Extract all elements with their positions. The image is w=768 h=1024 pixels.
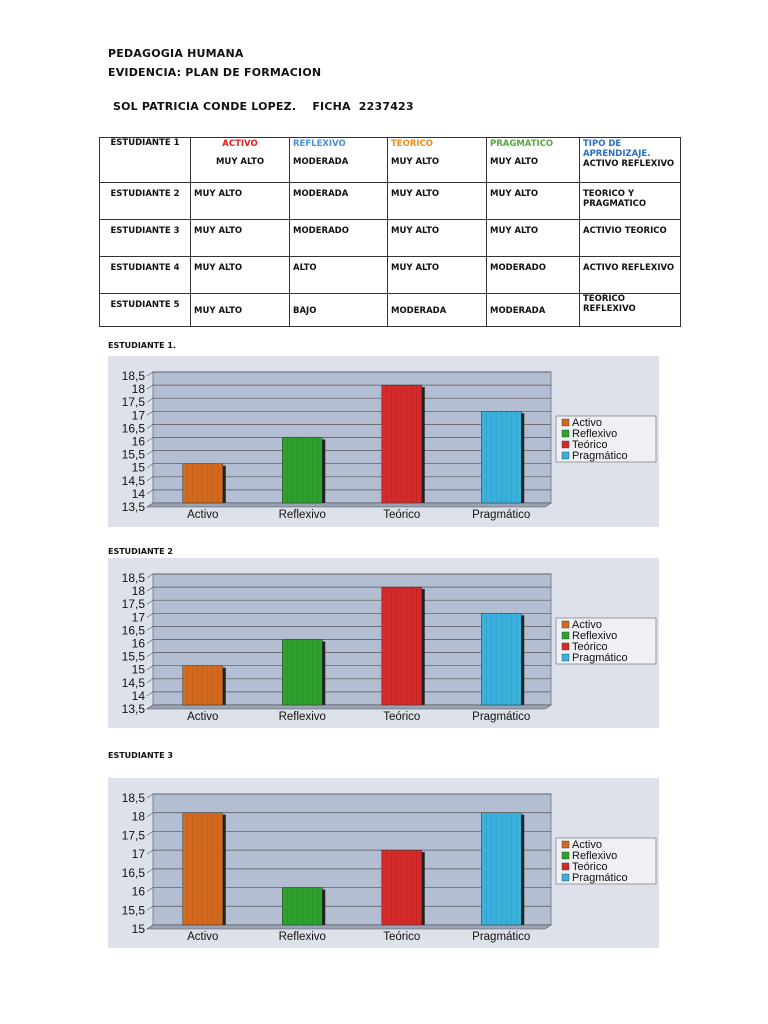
reflexivo-cell: MODERADO xyxy=(290,220,388,257)
y-tick-label: 17,5 xyxy=(121,395,145,410)
teorico-cell: TEORICO MUY ALTO xyxy=(388,138,487,183)
legend-swatch xyxy=(562,419,569,426)
activo-cell: MUY ALTO xyxy=(191,257,290,294)
legend-swatch xyxy=(562,643,569,650)
y-tick-label: 15,5 xyxy=(121,649,145,664)
author-line: SOL PATRICIA CONDE LOPEZ. FICHA 2237423 xyxy=(113,100,414,113)
teorico-cell: MUY ALTO xyxy=(388,183,487,220)
tipo-cell: TIPO DE APRENDIZAJE. ACTIVO REFLEXIVO xyxy=(580,138,681,183)
x-tick-label: Teórico xyxy=(383,509,421,521)
legend-label: Reflexivo xyxy=(572,630,618,642)
legend-swatch xyxy=(562,621,569,628)
legend-label: Pragmático xyxy=(572,450,628,462)
x-tick-label: Pragmático xyxy=(472,509,531,521)
reflexivo-cell: BAJO xyxy=(290,294,388,327)
plot-floor xyxy=(147,503,551,507)
bar-chart-1 xyxy=(108,356,659,527)
y-tick-label: 14 xyxy=(131,688,145,703)
legend-swatch xyxy=(562,654,569,661)
y-tick-label: 16 xyxy=(131,884,145,899)
y-tick-label: 18,5 xyxy=(121,369,145,383)
y-tick-label: 18,5 xyxy=(121,791,145,805)
pragmatico-cell: MUY ALTO xyxy=(487,183,580,220)
pragmatico-cell: MODERADO xyxy=(487,257,580,294)
legend-swatch xyxy=(562,852,569,859)
legend-label: Teórico xyxy=(572,439,608,451)
chart-label-2: ESTUDIANTE 2 xyxy=(108,547,173,556)
y-tick-label: 15,5 xyxy=(121,447,145,462)
y-tick-label: 17 xyxy=(131,408,145,423)
bar-chart-3 xyxy=(108,778,659,948)
x-tick-label: Reflexivo xyxy=(278,711,326,723)
x-tick-label: Pragmático xyxy=(472,711,531,723)
tipo-cell: ACTIVIO TEORICO xyxy=(580,220,681,257)
pragmatico-header: PRAGMATICO xyxy=(490,139,554,149)
y-tick-label: 13,5 xyxy=(121,702,145,716)
x-tick-label: Activo xyxy=(187,509,219,521)
x-tick-label: Reflexivo xyxy=(278,931,326,943)
table-row xyxy=(100,294,681,327)
legend-label: Reflexivo xyxy=(572,428,618,440)
legend-swatch xyxy=(562,441,569,448)
legend-swatch xyxy=(562,452,569,459)
reflexivo-cell: REFLEXIVO MODERADA xyxy=(290,138,388,183)
legend-label: Activo xyxy=(572,619,602,631)
evidence-title: EVIDENCIA: PLAN DE FORMACION xyxy=(108,66,322,79)
y-tick-label: 16 xyxy=(131,434,145,449)
activo-cell: MUY ALTO xyxy=(191,183,290,220)
y-tick-label: 16 xyxy=(131,636,145,651)
teorico-header: TEORICO xyxy=(391,139,434,149)
y-tick-label: 18 xyxy=(131,382,145,397)
activo-header: ACTIVO xyxy=(222,139,258,149)
reflexivo-cell: MODERADA xyxy=(290,183,388,220)
y-tick-label: 16,5 xyxy=(121,421,145,436)
y-tick-label: 15,5 xyxy=(121,903,145,918)
y-tick-label: 15 xyxy=(131,460,145,475)
pragmatico-cell: MODERADA xyxy=(487,294,580,327)
legend-swatch xyxy=(562,863,569,870)
activo-cell: MUY ALTO xyxy=(191,220,290,257)
student-cell: ESTUDIANTE 2 xyxy=(100,183,191,220)
x-tick-label: Reflexivo xyxy=(278,509,326,521)
legend-label: Activo xyxy=(572,417,602,429)
tipo-cell: TEORICO Y PRAGMATICO xyxy=(580,183,681,220)
table-row xyxy=(100,257,681,294)
x-tick-label: Activo xyxy=(187,931,219,943)
legend-label: Reflexivo xyxy=(572,850,618,862)
tipo-cell: ACTIVO REFLEXIVO xyxy=(580,257,681,294)
x-tick-label: Teórico xyxy=(383,931,421,943)
table-row xyxy=(100,183,681,220)
y-tick-label: 14,5 xyxy=(121,675,145,690)
student-cell: ESTUDIANTE 5 xyxy=(100,294,191,327)
pragmatico-cell: PRAGMATICO MUY ALTO xyxy=(487,138,580,183)
tipo-header: TIPO DE APRENDIZAJE. xyxy=(583,139,651,159)
bar-chart-2 xyxy=(108,558,659,728)
y-tick-label: 18,5 xyxy=(121,571,145,585)
legend-swatch xyxy=(562,841,569,848)
table-row xyxy=(100,138,681,183)
legend-label: Teórico xyxy=(572,641,608,653)
tipo-cell: TEORICO REFLEXIVO xyxy=(580,294,681,327)
activo-cell: MUY ALTO xyxy=(191,294,290,327)
x-tick-label: Activo xyxy=(187,711,219,723)
teorico-cell: MODERADA xyxy=(388,294,487,327)
document-title: PEDAGOGIA HUMANA xyxy=(108,47,244,60)
student-cell: ESTUDIANTE 1 xyxy=(100,138,191,183)
y-tick-label: 18 xyxy=(131,584,145,599)
legend-label: Pragmático xyxy=(572,872,628,884)
legend-label: Pragmático xyxy=(572,652,628,664)
y-tick-label: 15 xyxy=(131,662,145,677)
teorico-cell: MUY ALTO xyxy=(388,257,487,294)
x-tick-label: Teórico xyxy=(383,711,421,723)
y-tick-label: 15 xyxy=(131,922,145,936)
legend-label: Activo xyxy=(572,839,602,851)
chart-label-1: ESTUDIANTE 1. xyxy=(108,341,176,350)
student-cell: ESTUDIANTE 3 xyxy=(100,220,191,257)
legend-label: Teórico xyxy=(572,861,608,873)
y-tick-label: 17 xyxy=(131,847,145,862)
y-tick-label: 17,5 xyxy=(121,597,145,612)
y-tick-label: 18 xyxy=(131,809,145,824)
plot-floor xyxy=(147,705,551,709)
activo-cell: ACTIVO MUY ALTO xyxy=(191,138,290,183)
y-tick-label: 13,5 xyxy=(121,500,145,514)
y-tick-label: 16,5 xyxy=(121,623,145,638)
y-tick-label: 14 xyxy=(131,486,145,501)
y-tick-label: 16,5 xyxy=(121,865,145,880)
pragmatico-cell: MUY ALTO xyxy=(487,220,580,257)
learning-styles-table xyxy=(99,137,681,327)
reflexivo-cell: ALTO xyxy=(290,257,388,294)
teorico-cell: MUY ALTO xyxy=(388,220,487,257)
chart-label-3: ESTUDIANTE 3 xyxy=(108,751,173,760)
x-tick-label: Pragmático xyxy=(472,931,531,943)
y-tick-label: 14,5 xyxy=(121,473,145,488)
student-cell: ESTUDIANTE 4 xyxy=(100,257,191,294)
y-tick-label: 17 xyxy=(131,610,145,625)
table-row xyxy=(100,220,681,257)
plot-floor xyxy=(147,925,551,929)
reflexivo-header: REFLEXIVO xyxy=(293,139,346,149)
y-tick-label: 17,5 xyxy=(121,828,145,843)
legend-swatch xyxy=(562,874,569,881)
legend-swatch xyxy=(562,632,569,639)
legend-swatch xyxy=(562,430,569,437)
